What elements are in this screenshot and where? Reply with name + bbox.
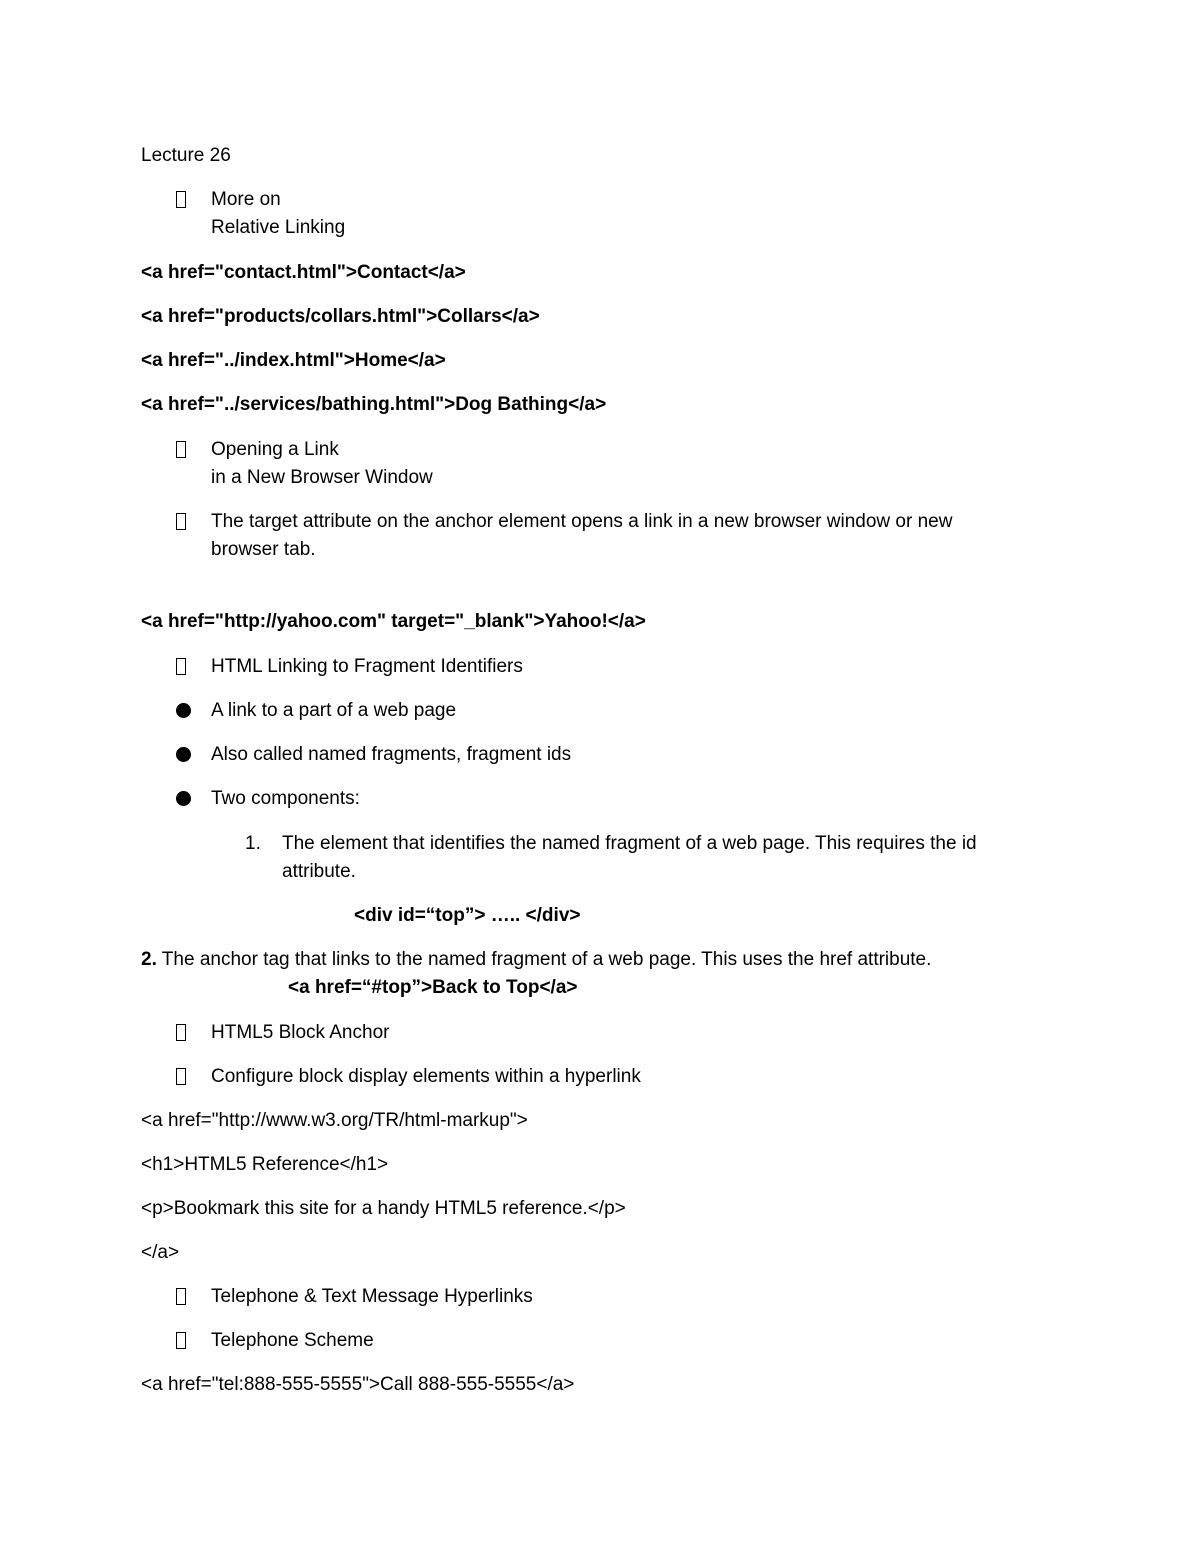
section-label: Telephone Scheme bbox=[211, 1330, 374, 1351]
description-text: browser tab. bbox=[211, 539, 316, 560]
section-label: More on bbox=[211, 189, 281, 210]
missing-glyph-icon bbox=[176, 191, 186, 208]
bullet-icon bbox=[176, 791, 191, 806]
list-number: 2. bbox=[141, 949, 157, 970]
section-label: HTML Linking to Fragment Identifiers bbox=[211, 656, 523, 677]
code-line: </a> bbox=[141, 1242, 180, 1263]
code-line: <a href=“#top”>Back to Top</a> bbox=[288, 977, 578, 998]
lecture-title: Lecture 26 bbox=[141, 145, 231, 166]
description-text: Configure block display elements within a hyperlink bbox=[211, 1066, 641, 1087]
code-line: <a href="http://yahoo.com" target="_blank">Yahoo!</a> bbox=[141, 611, 646, 632]
section-label: Telephone & Text Message Hyperlinks bbox=[211, 1286, 533, 1307]
list-item-text: attribute. bbox=[282, 861, 356, 882]
list-item-text bbox=[141, 946, 931, 974]
code-line: <h1>HTML5 Reference</h1> bbox=[141, 1154, 389, 1175]
list-item: A link to a part of a web page bbox=[211, 700, 457, 721]
section-label: Relative Linking bbox=[211, 217, 346, 238]
list-item: Also called named fragments, fragment ids bbox=[211, 744, 572, 765]
description-text: The target attribute on the anchor element opens a link in a new browser window or new bbox=[211, 511, 953, 532]
code-line: <p>Bookmark this site for a handy HTML5 reference.</p> bbox=[141, 1198, 626, 1219]
list-number: 1. bbox=[245, 833, 261, 854]
bullet-icon bbox=[176, 703, 191, 718]
list-item-body: The anchor tag that links to the named fragment of a web page. This uses the href attribute. bbox=[161, 949, 932, 970]
code-line: <a href="contact.html">Contact</a> bbox=[141, 262, 466, 283]
code-line: <a href="http://www.w3.org/TR/html-markup"> bbox=[141, 1110, 528, 1131]
missing-glyph-icon bbox=[176, 1068, 186, 1085]
code-line: <a href="products/collars.html">Collars</a> bbox=[141, 306, 540, 327]
bullet-icon bbox=[176, 747, 191, 762]
missing-glyph-icon bbox=[176, 1024, 186, 1041]
list-item: Two components: bbox=[211, 788, 360, 809]
code-line: <a href="../index.html">Home</a> bbox=[141, 350, 446, 371]
list-item-text: The element that identifies the named fragment of a web page. This requires the id bbox=[282, 833, 977, 854]
missing-glyph-icon bbox=[176, 658, 186, 675]
missing-glyph-icon bbox=[176, 513, 186, 530]
code-line: <a href="tel:888-555-5555">Call 888-555-5555</a> bbox=[141, 1374, 575, 1395]
section-label: Opening a Link bbox=[211, 439, 339, 460]
section-label: HTML5 Block Anchor bbox=[211, 1022, 390, 1043]
missing-glyph-icon bbox=[176, 1288, 186, 1305]
code-line: <div id=“top”> ….. </div> bbox=[354, 905, 581, 926]
missing-glyph-icon bbox=[176, 1332, 186, 1349]
missing-glyph-icon bbox=[176, 441, 186, 458]
code-line: <a href="../services/bathing.html">Dog Bathing</a> bbox=[141, 394, 607, 415]
section-label: in a New Browser Window bbox=[211, 467, 433, 488]
